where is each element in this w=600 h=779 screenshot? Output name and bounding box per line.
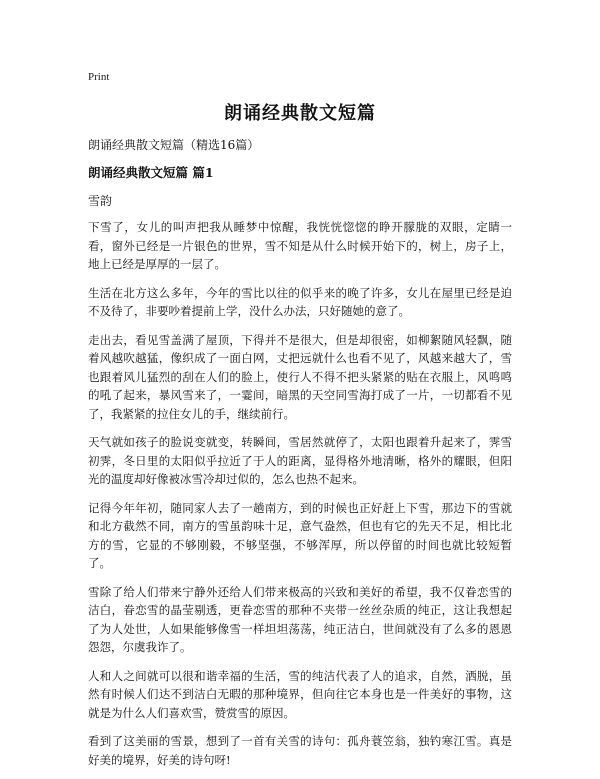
paragraph-1: 下雪了，女儿的叫声把我从睡梦中惊醒，我恍恍惚惚的睁开朦胧的双眼，定睛一看，窗外已经是一片银色的世界，雪不知是从什么时候开始下的，树上，房子上，地上已经是厚厚的一层了。: [88, 220, 512, 271]
print-label: Print: [88, 71, 110, 83]
paragraph-4: 天气就如孩子的脸说变就变，转瞬间，雪居然就停了，太阳也跟着升起来了，霁雪初霁，冬日里的太阳似乎拉近了于人的距离，显得格外地清晰，格外的耀眼，但阳光的温度却好像被冰雪冷却过似的，怎么也热不起来。: [88, 435, 512, 486]
paragraph-3: 走出去，看见雪盖满了屋顶，下得并不是很大，但是却很密，如柳絮随风轻飘，随着风越吹越猛，像织成了一面白网，丈把远就什么也看不见了，风越来越大了，雪也跟着风儿猛烈的刮在人们的脸上，使行人不得不把头紧紧的贴在衣服上，风鸣鸣的吼了起来，暴风雪来了，一霎间，暗黑的天空同雪海打成了一片，一切都看不见了，我紧紧的拉住女儿的手，继续前行。: [88, 332, 512, 421]
paragraph-7: 人和人之间就可以很和谐幸福的生活，雪的纯洁代表了人的追求，自然，洒脱，虽然有时候人们达不到洁白无暇的那种境界，但向往它本身也是一件美好的事物，这就是为什么人们喜欢雪，赞赏雪的原因。: [88, 668, 512, 720]
paragraph-2: 生活在北方这么多年，今年的雪比以往的似乎来的晚了许多，女儿在屋里已经是迫不及待了，非要吵着提前上学，没什么办法，只好随她的意了。: [88, 285, 512, 318]
document-page: [88, 70, 512, 779]
essay-title: 雪韵: [88, 194, 113, 208]
document-title: 朗诵经典散文短篇: [224, 103, 376, 124]
document-subtitle: 朗诵经典散文短篇（精选16篇）: [88, 138, 260, 152]
section-heading: 朗诵经典散文短篇 篇1: [88, 165, 214, 180]
paragraph-5: 记得今年年初，随同家人去了一趟南方，到的时候也正好赶上下雪，那边下的雪就和北方截然不同，南方的雪虽韵味十足，意气盎然，但也有它的先天不足，相比北方的雪，它显的不够刚毅，不够坚强，不够浑厚，所以停留的时间也就比较短暂了。: [88, 500, 512, 570]
paragraph-6: 雪除了给人们带来宁静外还给人们带来极高的兴致和美好的希望，我不仅眷恋雪的洁白，眷恋雪的晶莹剔透，更眷恋雪的那种不夹带一丝丝杂质的纯正，这让我想起了为人处世，人如果能够像雪一样坦坦荡荡，纯正洁白，世间就没有了么多的恩恩怨怨，尔虞我诈了。: [88, 584, 512, 654]
paragraph-8: 看到了这美丽的雪景，想到了一首有关雪的诗句：孤舟蓑笠翁，独钓寒江雪。真是好美的境界，好美的诗句呀!: [88, 734, 512, 767]
